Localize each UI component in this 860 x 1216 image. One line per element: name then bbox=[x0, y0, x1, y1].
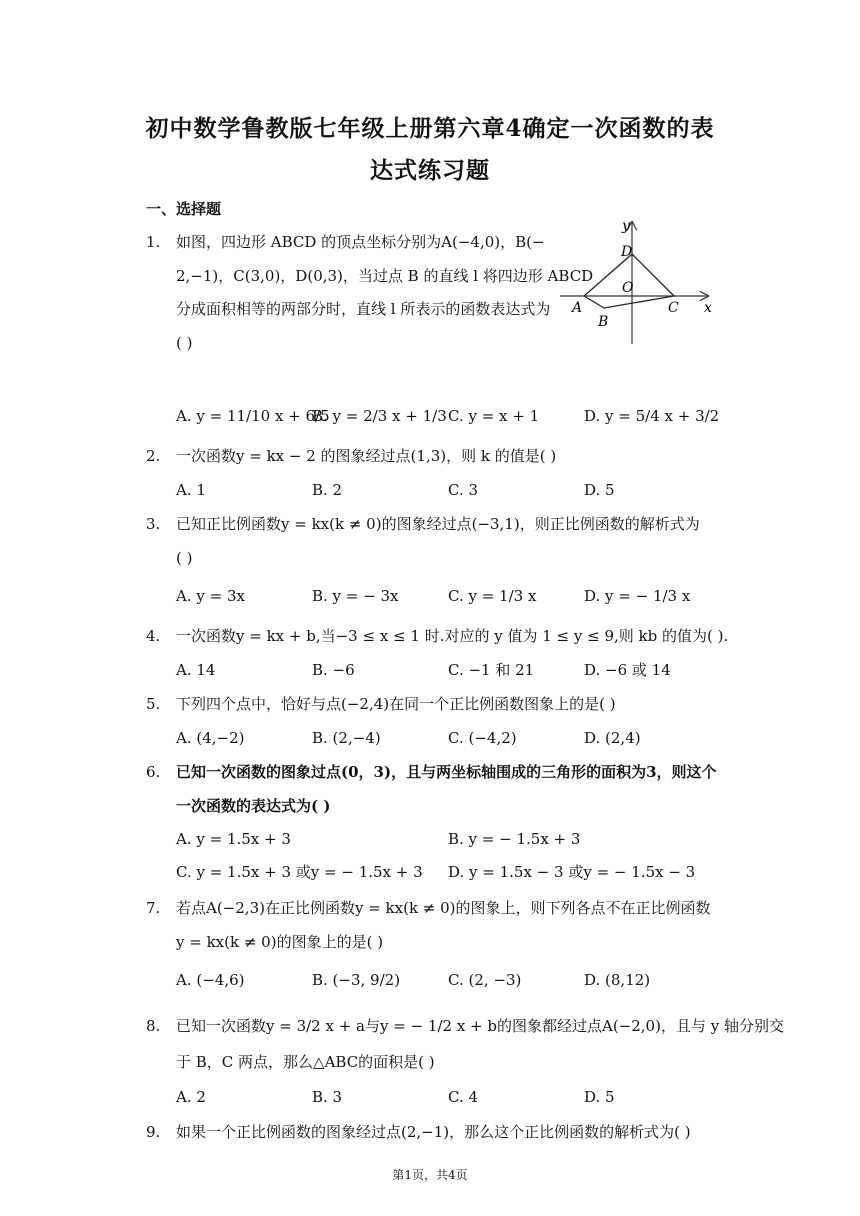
q6-line2: 一次函数的表达式为( ) bbox=[176, 797, 331, 815]
q3-option-b: B. y = − 3x bbox=[312, 587, 399, 605]
q8-option-a: A. 2 bbox=[176, 1088, 206, 1106]
q4-option-a: A. 14 bbox=[176, 661, 216, 679]
q7-option-a: A. (−4,6) bbox=[176, 971, 245, 989]
q3-option-c: C. y = 1/3 x bbox=[448, 587, 537, 605]
q8-line2: 于 B，C 两点，那么△ABC的面积是( ) bbox=[176, 1053, 435, 1071]
q5-line1: 下列四个点中，恰好与点(−2,4)在同一个正比例函数图象上的是( ) bbox=[176, 695, 616, 713]
q4-option-d: D. −6 或 14 bbox=[584, 661, 671, 679]
q7-line2: y = kx(k ≠ 0)的图象上的是( ) bbox=[176, 933, 384, 951]
label-c: C bbox=[668, 300, 679, 316]
q8-number: 8. bbox=[146, 1017, 161, 1035]
page-title-line1: 初中数学鲁教版七年级上册第六章4确定一次函数的表 bbox=[145, 115, 715, 142]
label-b: B bbox=[598, 314, 609, 330]
q1-option-c: C. y = x + 1 bbox=[448, 407, 540, 425]
q3-line2: ( ) bbox=[176, 549, 193, 567]
q1-line3: 分成面积相等的两部分时，直线 l 所表示的函数表达式为 bbox=[176, 300, 551, 318]
q5-option-a: A. (4,−2) bbox=[176, 729, 245, 747]
q8-option-d: D. 5 bbox=[584, 1088, 615, 1106]
q6-option-a: A. y = 1.5x + 3 bbox=[176, 830, 291, 848]
q1-option-d: D. y = 5/4 x + 3/2 bbox=[584, 407, 720, 425]
q3-option-d: D. y = − 1/3 x bbox=[584, 587, 691, 605]
q7-number: 7. bbox=[146, 899, 161, 917]
q1-line2: 2,−1)，C(3,0)，D(0,3)，当过点 B 的直线 l 将四边形 ABCD bbox=[176, 267, 594, 285]
q4-option-b: B. −6 bbox=[312, 661, 355, 679]
q4-number: 4. bbox=[146, 627, 161, 645]
q1-number: 1. bbox=[146, 233, 161, 251]
q9-line1: 如果一个正比例函数的图象经过点(2,−1)，那么这个正比例函数的解析式为( ) bbox=[176, 1123, 691, 1141]
q1-line4: ( ) bbox=[176, 334, 193, 352]
q7-option-b: B. (−3, 9/2) bbox=[312, 971, 401, 989]
q6-option-d: D. y = 1.5x − 3 或y = − 1.5x − 3 bbox=[448, 863, 696, 881]
q1-option-a: A. y = 11/10 x + 6/5 bbox=[176, 407, 330, 425]
q8-option-c: C. 4 bbox=[448, 1088, 479, 1106]
q3-number: 3. bbox=[146, 515, 161, 533]
q6-option-c: C. y = 1.5x + 3 或y = − 1.5x + 3 bbox=[176, 863, 423, 881]
q2-option-c: C. 3 bbox=[448, 481, 479, 499]
q3-line1: 已知正比例函数y = kx(k ≠ 0)的图象经过点(−3,1)，则正比例函数的解析式为 bbox=[176, 515, 700, 533]
q6-number: 6. bbox=[146, 763, 161, 781]
label-y: y bbox=[622, 218, 630, 234]
q2-number: 2. bbox=[146, 447, 161, 465]
q4-option-c: C. −1 和 21 bbox=[448, 661, 535, 679]
q5-option-c: C. (−4,2) bbox=[448, 729, 517, 747]
q9-number: 9. bbox=[146, 1123, 161, 1141]
q1-figure bbox=[560, 216, 720, 346]
q3-option-a: A. y = 3x bbox=[176, 587, 245, 605]
label-d: D bbox=[621, 244, 633, 260]
label-x: x bbox=[704, 300, 712, 316]
q8-option-b: B. 3 bbox=[312, 1088, 343, 1106]
label-o: O bbox=[622, 280, 634, 296]
q2-option-d: D. 5 bbox=[584, 481, 615, 499]
q5-number: 5. bbox=[146, 695, 161, 713]
q7-option-c: C. (2, −3) bbox=[448, 971, 522, 989]
q6-line1: 已知一次函数的图象过点(0，3)，且与两坐标轴围成的三角形的面积为3，则这个 bbox=[176, 763, 717, 781]
q8-line1: 已知一次函数y = 3/2 x + a与y = − 1/2 x + b的图象都经过点A(−2,0)，且与 y 轴分别交 bbox=[176, 1017, 784, 1035]
q7-line1: 若点A(−2,3)在正比例函数y = kx(k ≠ 0)的图象上，则下列各点不在正比例函数 bbox=[176, 899, 711, 917]
q7-option-d: D. (8,12) bbox=[584, 971, 651, 989]
q2-line1: 一次函数y = kx − 2 的图象经过点(1,3)，则 k 的值是( ) bbox=[176, 447, 557, 465]
q4-line1: 一次函数y = kx + b,当−3 ≤ x ≤ 1 时.对应的 y 值为 1 ≤ y ≤ 9,则 kb 的值为( ). bbox=[176, 627, 729, 645]
section-heading: 一、选择题 bbox=[146, 200, 222, 218]
q5-option-d: D. (2,4) bbox=[584, 729, 641, 747]
page-title-line2: 达式练习题 bbox=[370, 157, 490, 184]
page-footer: 第1页，共4页 bbox=[392, 1168, 468, 1182]
label-a: A bbox=[572, 300, 583, 316]
q5-option-b: B. (2,−4) bbox=[312, 729, 381, 747]
q6-option-b: B. y = − 1.5x + 3 bbox=[448, 830, 581, 848]
q2-option-b: B. 2 bbox=[312, 481, 343, 499]
q1-line1: 如图，四边形 ABCD 的顶点坐标分别为A(−4,0)，B(− bbox=[176, 233, 545, 251]
q1-option-b: B. y = 2/3 x + 1/3 bbox=[312, 407, 447, 425]
q2-option-a: A. 1 bbox=[176, 481, 206, 499]
